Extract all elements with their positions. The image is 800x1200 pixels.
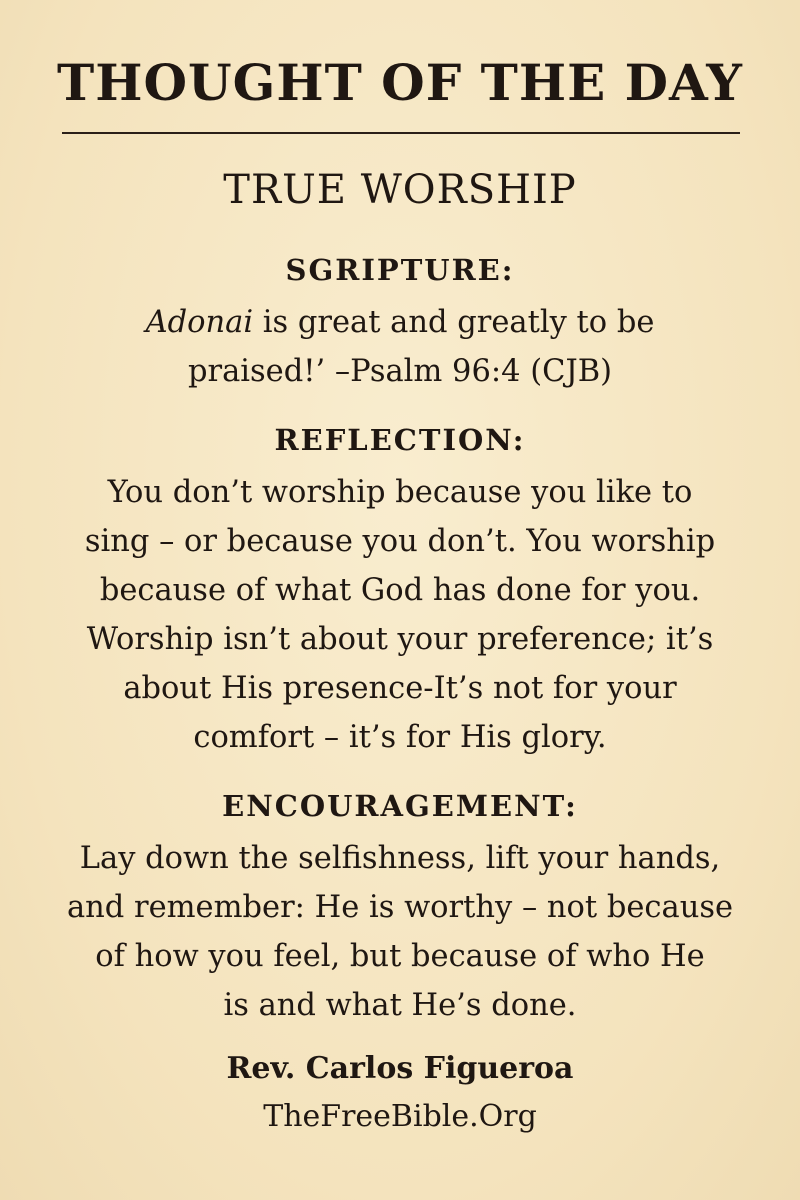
- scripture-italic-word: Adonai: [145, 305, 254, 340]
- encouragement-line: of how you feel, but because of who He: [95, 939, 705, 974]
- encouragement-line: and remember: He is worthy – not because: [66, 890, 734, 925]
- scripture-heading: SGRIPTURE:: [285, 253, 515, 287]
- reflection-text: [40, 468, 760, 762]
- website-label: TheFreeBible.Org: [263, 1099, 537, 1134]
- reflection-line: about His presence-It’s not for your: [123, 671, 677, 706]
- encouragement-heading: ENCOURAGEMENT:: [222, 789, 578, 823]
- encouragement-text: [40, 834, 760, 1030]
- reflection-line: because of what God has done for you.: [99, 573, 701, 608]
- encouragement-line: is and what He’s done.: [223, 988, 577, 1023]
- reflection-heading: REFLECTION:: [274, 423, 526, 457]
- title-divider: [62, 132, 740, 134]
- devotional-subtitle: TRUE WORSHIP: [223, 167, 577, 213]
- scripture-text: [40, 298, 760, 396]
- encouragement-line: Lay down the selfishness, lift your hands,: [79, 841, 721, 876]
- author-signature: Rev. Carlos Figueroa: [226, 1051, 574, 1086]
- page-title: THOUGHT OF THE DAY: [57, 53, 743, 112]
- scripture-line-1-rest: is great and greatly to be: [253, 305, 655, 340]
- scripture-line-2: praised!’ –Psalm 96:4 (CJB): [187, 354, 613, 389]
- scripture-line-1: [40, 298, 760, 347]
- reflection-line: You don’t worship because you like to: [107, 475, 693, 510]
- reflection-line: comfort – it’s for His glory.: [193, 720, 607, 755]
- reflection-line: sing – or because you don’t. You worship: [84, 524, 716, 559]
- reflection-line: Worship isn’t about your preference; it’s: [86, 622, 714, 657]
